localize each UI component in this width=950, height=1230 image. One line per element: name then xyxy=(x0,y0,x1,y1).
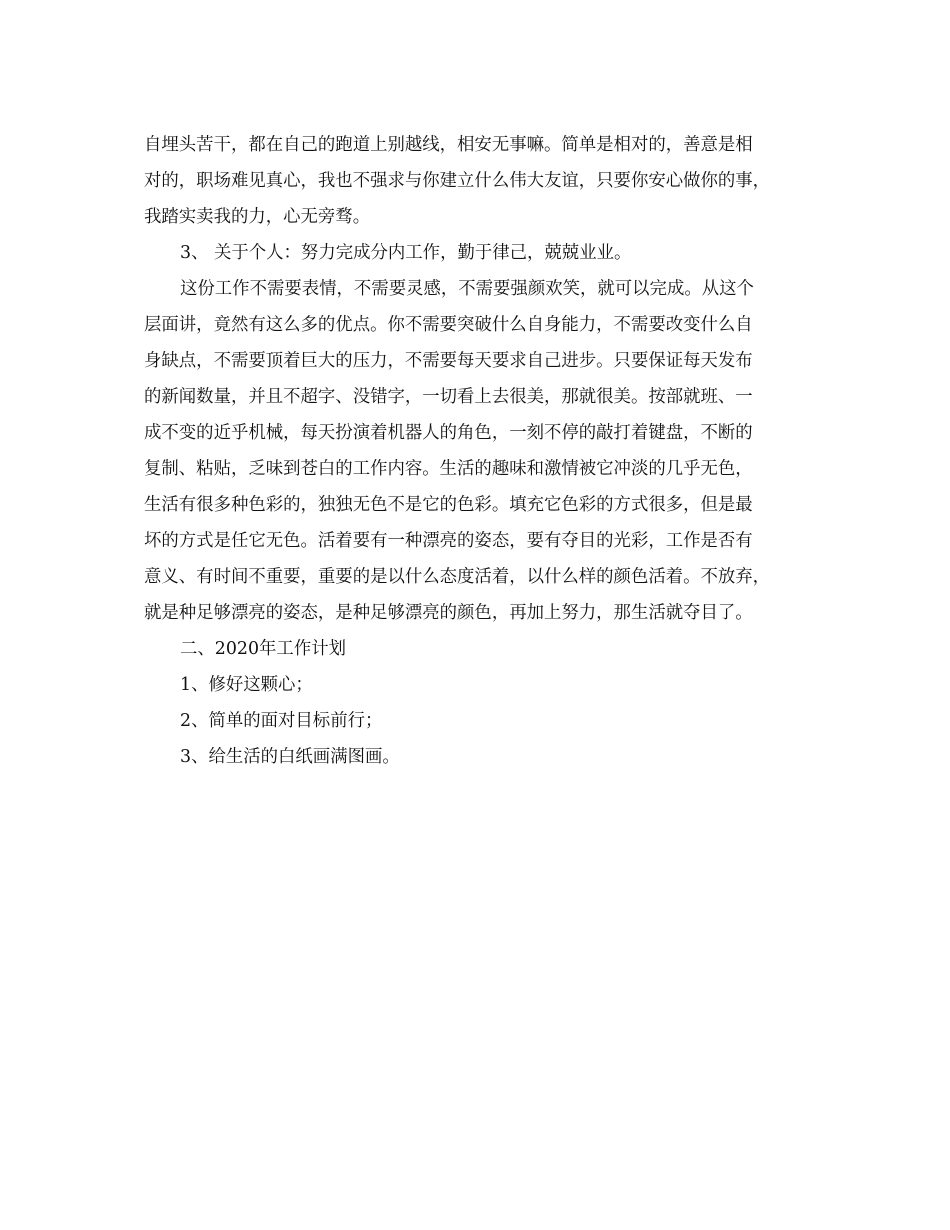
paragraph-line: 就是种足够漂亮的姿态，是种足够漂亮的颜色，再加上努力，那生活就夺目了。 xyxy=(144,603,753,623)
paragraph-line: 生活有很多种色彩的，独独无色不是它的色彩。填充它色彩的方式很多，但是最 xyxy=(144,495,753,515)
plan-item: 3、给生活的白纸画满图画。 xyxy=(180,747,400,767)
paragraph-line: 的新闻数量，并且不超字、没错字，一切看上去很美，那就很美。按部就班、一 xyxy=(144,387,753,407)
paragraph-line: 坏的方式是任它无色。活着要有一种漂亮的姿态，要有夺目的光彩，工作是否有 xyxy=(144,531,753,551)
paragraph-line: 层面讲，竟然有这么多的优点。你不需要突破什么自身能力，不需要改变什么自 xyxy=(144,315,753,335)
paragraph-line: 意义、有时间不重要，重要的是以什么态度活着，以什么样的颜色活着。不放弃， xyxy=(144,567,771,587)
personal-section-item: 3、 关于个人：努力完成分内工作，勤于律己，兢兢业业。 xyxy=(180,243,632,263)
plan-item: 2、简单的面对目标前行； xyxy=(180,711,383,731)
paragraph-line: 对的，职场难见真心，我也不强求与你建立什么伟大友谊，只要你安心做你的事， xyxy=(144,171,771,191)
plan-item: 1、修好这颗心； xyxy=(180,675,313,695)
section-heading: 二、2020年工作计划 xyxy=(180,639,346,659)
paragraph-line: 这份工作不需要表情，不需要灵感，不需要强颜欢笑，就可以完成。从这个 xyxy=(180,279,754,299)
paragraph-line: 身缺点，不需要顶着巨大的压力，不需要每天要求自己进步。只要保证每天发布 xyxy=(144,351,753,371)
document-body xyxy=(144,127,806,775)
paragraph-line: 复制、粘贴，乏味到苍白的工作内容。生活的趣味和激情被它冲淡的几乎无色， xyxy=(144,459,753,479)
paragraph-line: 成不变的近乎机械，每天扮演着机器人的角色，一刻不停的敲打着键盘，不断的 xyxy=(144,423,753,443)
paragraph-line: 我踏实卖我的力，心无旁骛。 xyxy=(144,207,371,227)
paragraph-line: 自埋头苦干，都在自己的跑道上别越线，相安无事嘛。简单是相对的，善意是相 xyxy=(144,135,753,155)
